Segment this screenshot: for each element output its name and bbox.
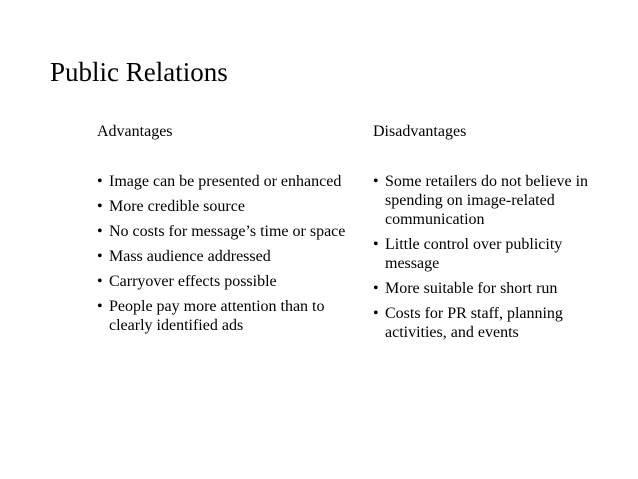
bullet-icon: • (97, 173, 103, 190)
advantage-item (97, 172, 347, 191)
advantage-item-text: Mass audience addressed (109, 248, 271, 265)
disadvantages-header: Disadvantages (373, 123, 467, 140)
disadvantages-list (373, 172, 618, 342)
bullet-icon: • (97, 223, 103, 240)
advantage-item-text: No costs for message’s time or space (109, 223, 346, 240)
disadvantage-item-text: Costs for PR staff, planning activities, and events (385, 305, 563, 341)
disadvantage-item (373, 235, 618, 273)
advantages-column (97, 122, 347, 341)
slide-title: Public Relations (50, 57, 228, 87)
bullet-icon: • (373, 280, 379, 297)
advantage-item (97, 197, 347, 216)
advantage-item (97, 247, 347, 266)
advantage-item-text: Carryover effects possible (109, 273, 277, 290)
disadvantage-item-text: Some retailers do not believe in spending on image-related communication (385, 173, 589, 228)
bullet-icon: • (373, 173, 379, 190)
disadvantages-column (373, 122, 618, 348)
disadvantage-item (373, 172, 618, 229)
bullet-icon: • (373, 236, 379, 253)
bullet-icon: • (373, 305, 379, 322)
advantage-item-text: Image can be presented or enhanced (109, 173, 342, 190)
advantage-item-text: More credible source (109, 198, 245, 215)
disadvantage-item (373, 304, 618, 342)
advantages-list (97, 172, 347, 335)
advantages-header: Advantages (97, 123, 173, 140)
advantage-item (97, 272, 347, 291)
disadvantage-item-text: Little control over publicity message (385, 236, 563, 272)
bullet-icon: • (97, 273, 103, 290)
bullet-icon: • (97, 198, 103, 215)
disadvantage-item-text: More suitable for short run (385, 280, 558, 297)
advantage-item-text: People pay more attention than to clearly identified ads (109, 298, 325, 334)
advantage-item (97, 297, 347, 335)
bullet-icon: • (97, 248, 103, 265)
bullet-icon: • (97, 298, 103, 315)
advantage-item (97, 222, 347, 241)
disadvantage-item (373, 279, 618, 298)
